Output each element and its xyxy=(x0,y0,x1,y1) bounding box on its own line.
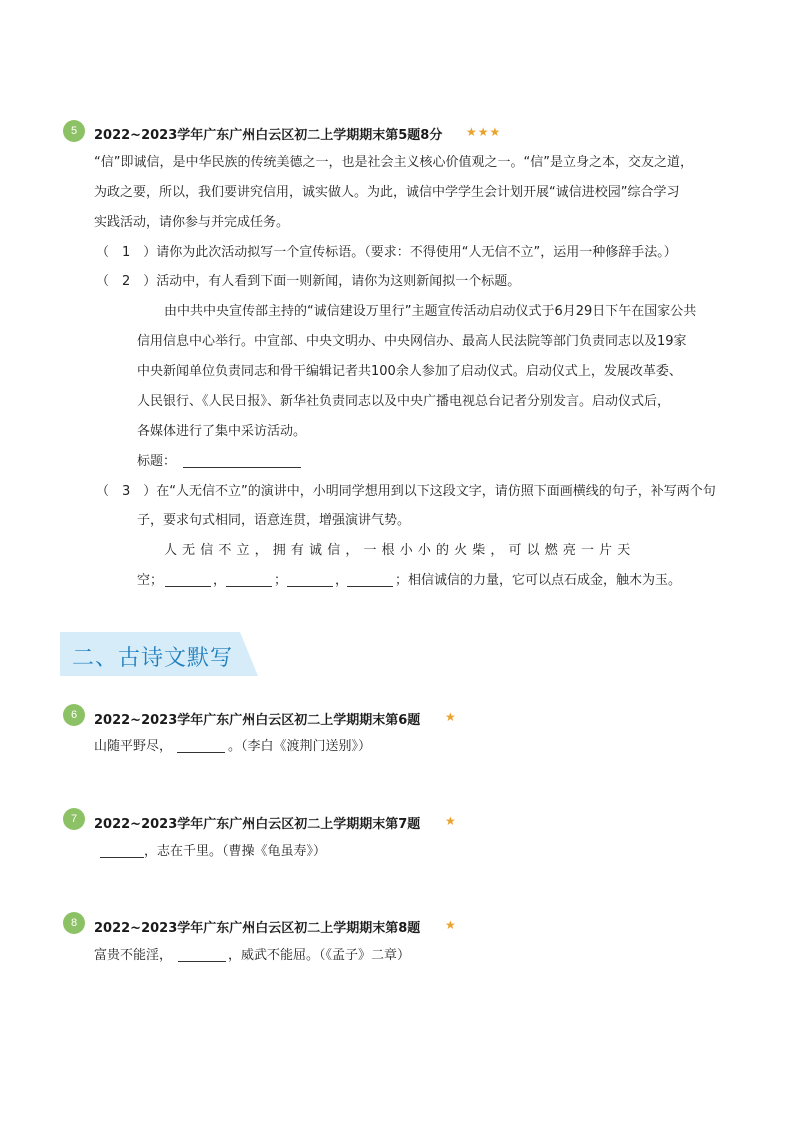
question-text-start: 富贵不能淫， xyxy=(94,948,173,963)
answer-blank[interactable] xyxy=(178,961,226,962)
news-paragraph-line: 各媒体进行了集中采访活动。 xyxy=(137,424,307,439)
question-intro-line: “信”即诚信，是中华民族的传统美德之一，也是社会主义核心价值观之一。“信”是立身之本，交友之道， xyxy=(94,155,693,170)
news-paragraph-line: 中央新闻单位负责同志和骨干编辑记者共100余人参加了启动仪式。启动仪式上，发展改革委、 xyxy=(137,364,682,379)
answer-blank[interactable] xyxy=(347,586,393,587)
question-title: 2022~2023学年广东广州白云区初二上学期期末第5题8分 xyxy=(94,128,443,143)
passage-separator: ； xyxy=(274,573,288,588)
question-number-badge: 8 xyxy=(63,912,85,934)
headline-answer-blank[interactable] xyxy=(183,467,301,468)
answer-blank[interactable] xyxy=(165,586,211,587)
answer-blank[interactable] xyxy=(287,586,333,587)
news-paragraph-line: 由中共中央宣传部主持的“诚信建设万里行”主题宣传活动启动仪式于6月29日下午在国家公共 xyxy=(164,304,697,319)
difficulty-stars: ★★★ xyxy=(466,125,502,139)
sub-question-2: （ 2 ）活动中，有人看到下面一则新闻，请你为这则新闻拟一个标题。 xyxy=(96,274,521,289)
news-paragraph-line: 人民银行、《人民日报》、新华社负责同志以及中央广播电视总台记者分别发言。启动仪式后， xyxy=(137,394,671,409)
question-number-badge: 7 xyxy=(63,808,85,830)
difficulty-stars: ★ xyxy=(445,814,457,828)
passage-separator: ， xyxy=(335,573,349,588)
question-title: 2022~2023学年广东广州白云区初二上学期期末第8题 xyxy=(94,921,421,936)
question-number-badge: 5 xyxy=(63,120,85,142)
passage-line-start: 空； xyxy=(137,573,164,588)
passage-line-end: ；相信诚信的力量，它可以点石成金，触木为玉。 xyxy=(395,573,682,588)
question-intro-line: 为政之要，所以，我们要讲究信用，诚实做人。为此，诚信中学学生会计划开展“诚信进校园”综合学习 xyxy=(94,185,680,200)
section-title: 二、古诗文默写 xyxy=(72,646,234,671)
news-paragraph-line: 信用信息中心举行。中宣部、中央文明办、中央网信办、最高人民法院等部门负责同志以及19家 xyxy=(137,334,687,349)
answer-blank[interactable] xyxy=(100,857,144,858)
question-text-end: 。（李白《渡荆门送别》） xyxy=(228,739,372,754)
answer-blank[interactable] xyxy=(226,586,272,587)
question-text-end: ，威武不能屈。（《孟子》二章） xyxy=(228,948,411,963)
sub-question-1: （ 1 ）请你为此次活动拟写一个宣传标语。（要求：不得使用“人无信不立”，运用一种修辞手法。） xyxy=(96,245,677,260)
sub-question-3: 子，要求句式相同，语意连贯，增强演讲气势。 xyxy=(137,513,411,528)
passage-separator: ， xyxy=(213,573,227,588)
section-banner xyxy=(60,632,260,676)
answer-blank[interactable] xyxy=(177,752,225,753)
question-intro-line: 实践活动，请你参与并完成任务。 xyxy=(94,215,290,230)
headline-label: 标题： xyxy=(137,454,177,469)
difficulty-stars: ★ xyxy=(445,710,457,724)
question-text-end: ，志在千里。（曹操《龟虽寿》） xyxy=(144,844,327,859)
question-title: 2022~2023学年广东广州白云区初二上学期期末第7题 xyxy=(94,817,421,832)
difficulty-stars: ★ xyxy=(445,918,457,932)
sub-question-3: （ 3 ）在“人无信不立”的演讲中，小明同学想用到以下这段文字，请仿照下面画横线的句子，补写两个句 xyxy=(96,484,716,499)
passage-line: 人 无 信 不 立 ， 拥 有 诚 信 ， 一 根 小 小 的 火 柴 ， 可 以 燃 亮 一 片 天 xyxy=(164,543,631,558)
question-text-start: 山随平野尽， xyxy=(94,739,173,754)
question-number-badge: 6 xyxy=(63,704,85,726)
question-title: 2022~2023学年广东广州白云区初二上学期期末第6题 xyxy=(94,713,421,728)
